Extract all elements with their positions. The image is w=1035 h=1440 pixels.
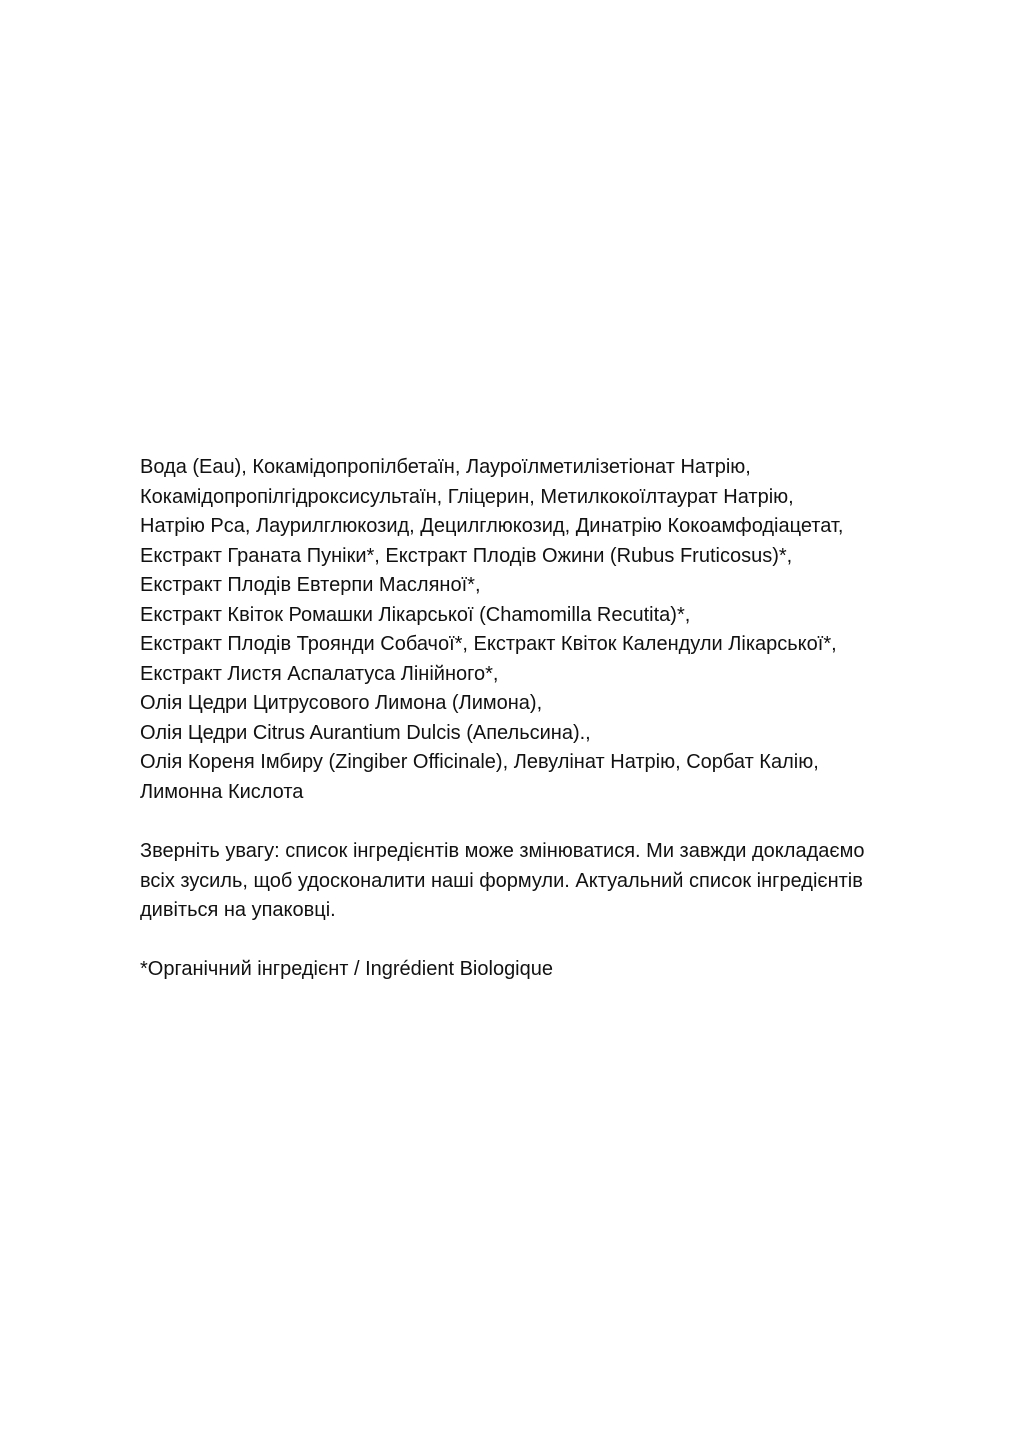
ingredients-line: Лимонна Кислота — [140, 780, 304, 803]
notice-line: дивіться на упаковці. — [140, 899, 336, 921]
ingredients-line: Олія Кореня Імбиру (Zingiber Officinale), Левулінат Натрію, Сорбат Калію, — [140, 751, 819, 773]
notice-line: всіх зусиль, щоб удосконалити наші формули. Актуальний список інгредієнтів — [140, 869, 863, 892]
notice-paragraph — [140, 837, 960, 926]
ingredients-line: Екстракт Квіток Ромашки Лікарської (Chamomilla Recutita)*, — [140, 603, 691, 626]
notice-line: Зверніть увагу: список інгредієнтів може змінюватися. Ми завжди докладаємо — [140, 840, 865, 862]
organic-footnote: *Органічний інгредієнт / Ingrédient Biologique — [140, 957, 553, 980]
ingredients-line: Екстракт Плодів Евтерпи Масляної*, — [140, 574, 481, 596]
ingredients-list — [140, 453, 960, 807]
ingredients-line: Екстракт Листя Аспалатуса Лінійного*, — [140, 662, 499, 685]
ingredients-line: Олія Цедри Цитрусового Лимона (Лимона), — [140, 692, 543, 714]
ingredients-line: Натрію Pca, Лаурилглюкозид, Децилглюкозид, Динатрію Кокоамфодіацетат, — [140, 515, 844, 537]
ingredients-line: Олія Цедри Citrus Aurantium Dulcis (Апельсина)., — [140, 721, 591, 744]
ingredients-line: Вода (Eau), Кокамідопропілбетаїн, Лауроїлметилізетіонат Натрію, — [140, 456, 751, 478]
ingredients-document — [140, 453, 960, 984]
ingredients-line: Кокамідопропілгідроксисультаїн, Гліцерин, Метилкокоїлтаурат Натрію, — [140, 485, 794, 508]
ingredients-line: Екстракт Граната Пуніки*, Екстракт Плодів Ожини (Rubus Fruticosus)*, — [140, 544, 793, 567]
ingredients-line: Екстракт Плодів Троянди Собачої*, Екстракт Квіток Календули Лікарської*, — [140, 633, 837, 655]
